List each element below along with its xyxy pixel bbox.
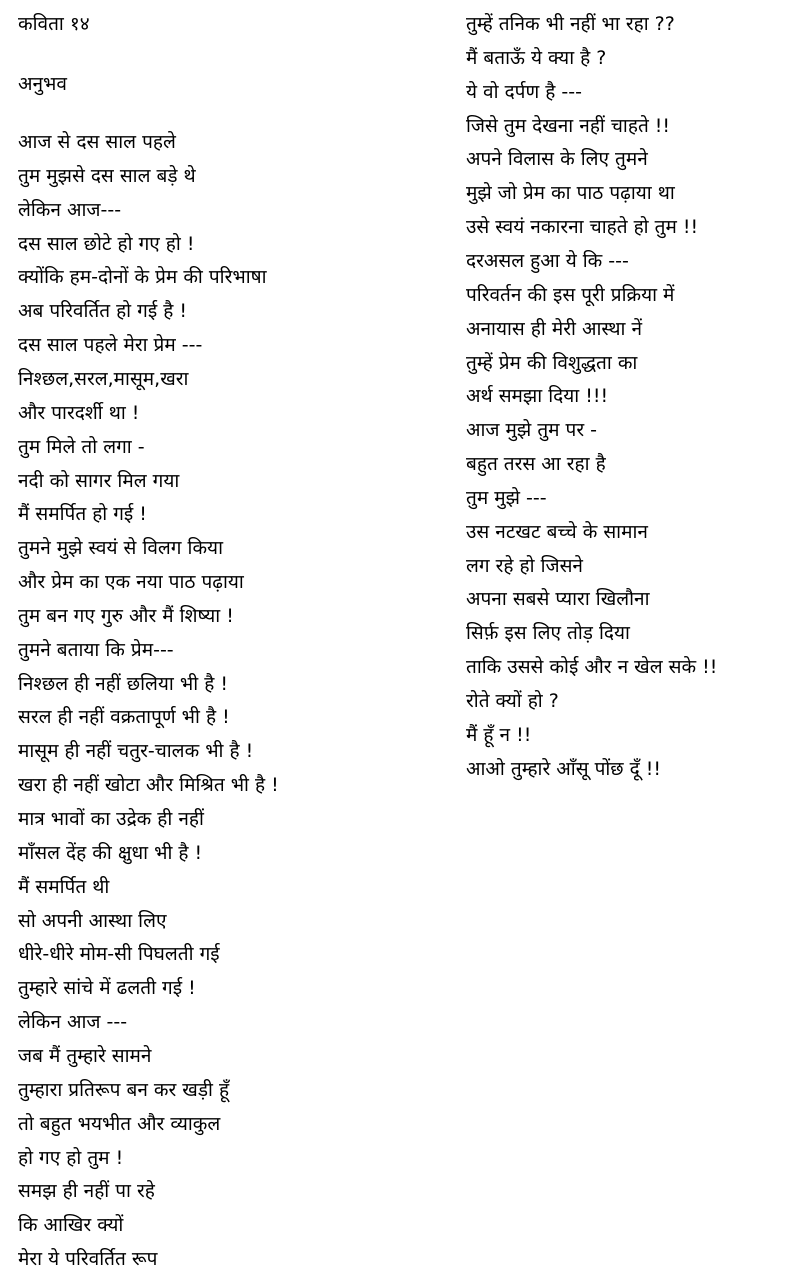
poem-line: आज से दस साल पहले — [18, 131, 176, 153]
poem-line: मैं समर्पित थी — [18, 875, 110, 898]
poem-line: मात्र भावों का उद्रेक ही नहीं — [18, 808, 204, 830]
poem-line: उस नटखट बच्चे के सामान — [466, 520, 648, 543]
poem-line: निश्छल ही नहीं छलिया भी है ! — [18, 672, 228, 695]
poem-line: अपने विलास के लिए तुमने — [466, 148, 648, 171]
poem-line: खरा ही नहीं खोटा और मिश्रित भी है ! — [18, 774, 279, 797]
poem-line: आज मुझे तुम पर - — [466, 419, 598, 442]
poem-line: अर्थ समझा दिया !!! — [466, 385, 609, 408]
poem-line: दस साल पहले मेरा प्रेम --- — [18, 334, 203, 357]
poem-line: तो बहुत भयभीत और व्याकुल — [18, 1112, 221, 1135]
poem-line: दस साल छोटे हो गए हो ! — [18, 232, 195, 255]
poem-line: मेरा ये परिवर्तित रूप — [18, 1248, 158, 1271]
poem-line: दरअसल हुआ ये कि --- — [466, 249, 629, 272]
poem-line: आओ तुम्हारे आँसू पोंछ दूँ !! — [466, 757, 662, 780]
poem-line: और प्रेम का एक नया पाठ पढ़ाया — [18, 571, 244, 594]
poem-line: उसे स्वयं नकारना चाहते हो तुम !! — [466, 216, 699, 239]
poem-line: क्योंकि हम-दोनों के प्रेम की परिभाषा — [18, 266, 267, 289]
poem-line: तुम मुझे --- — [466, 486, 547, 509]
poem-line: तुम्हें प्रेम की विशुद्धता का — [466, 351, 638, 374]
poem-line: नदी को सागर मिल गया — [18, 469, 180, 492]
poem-line: मासूम ही नहीं चतुर-चालक भी है ! — [18, 740, 254, 763]
poem-title: अनुभव — [18, 73, 67, 95]
poem-line: माँसल देंह की क्षुधा भी है ! — [18, 841, 203, 864]
poem-line: सो अपनी आस्था लिए — [18, 909, 167, 932]
poem-line: तुमने बताया कि प्रेम--- — [18, 638, 174, 661]
poem-line: तुम मुझसे दस साल बड़े थे — [18, 164, 196, 187]
poem-line: ताकि उससे कोई और न खेल सके !! — [466, 656, 718, 679]
poem-line: मैं समर्पित हो गई ! — [18, 503, 147, 526]
poem-line: तुम्हारा प्रतिरूप बन कर खड़ी हूँ — [18, 1078, 230, 1101]
poem-line: तुम्हारे सांचे में ढलती गई ! — [18, 977, 196, 1000]
poem-line: परिवर्तन की इस पूरी प्रक्रिया में — [466, 283, 675, 306]
poem-line: अनायास ही मेरी आस्था नें — [466, 317, 643, 340]
poem-line: सिर्फ़ इस लिए तोड़ दिया — [466, 622, 630, 645]
poem-line: जिसे तुम देखना नहीं चाहते !! — [466, 114, 671, 137]
poem-line: समझ ही नहीं पा रहे — [18, 1180, 155, 1203]
poem-line: तुम बन गए गुरु और मैं शिष्या ! — [18, 604, 234, 627]
poem-line: धीरे-धीरे मोम-सी पिघलती गई — [18, 943, 220, 966]
poem-line: रोते क्यों हो ? — [466, 690, 559, 712]
poem-line: मुझे जो प्रेम का पाठ पढ़ाया था — [466, 182, 675, 205]
poem-number-title: कविता १४ — [18, 13, 90, 35]
poem-line: लग रहे हो जिसने — [466, 554, 583, 577]
poem-line: मैं बताऊँ ये क्या है ? — [466, 46, 607, 69]
poem-line: सरल ही नहीं वक्रतापूर्ण भी है ! — [18, 706, 230, 729]
poem-line: ये वो दर्पण है --- — [466, 80, 582, 103]
poem-line: जब मैं तुम्हारे सामने — [18, 1044, 152, 1067]
poem-line: लेकिन आज --- — [18, 1011, 128, 1034]
poem-line: मैं हूँ न !! — [466, 723, 532, 746]
poem-line: तुम्हें तनिक भी नहीं भा रहा ?? — [466, 13, 675, 35]
poem-line: लेकिन आज--- — [18, 198, 122, 221]
poem-line: अब परिवर्तित हो गई है ! — [18, 300, 187, 323]
poem-line: कि आखिर क्यों — [18, 1214, 124, 1237]
poem-line: तुमने मुझे स्वयं से विलग किया — [18, 537, 223, 560]
poem-line: अपना सबसे प्यारा खिलौना — [466, 588, 650, 611]
poem-line: हो गए हो तुम ! — [18, 1146, 124, 1169]
poem-line: और पारदर्शी था ! — [18, 401, 140, 424]
poem-line: तुम मिले तो लगा - — [18, 435, 145, 458]
poem-line: बहुत तरस आ रहा है — [466, 453, 606, 476]
poem-line: निश्छल,सरल,मासूम,खरा — [18, 367, 189, 390]
